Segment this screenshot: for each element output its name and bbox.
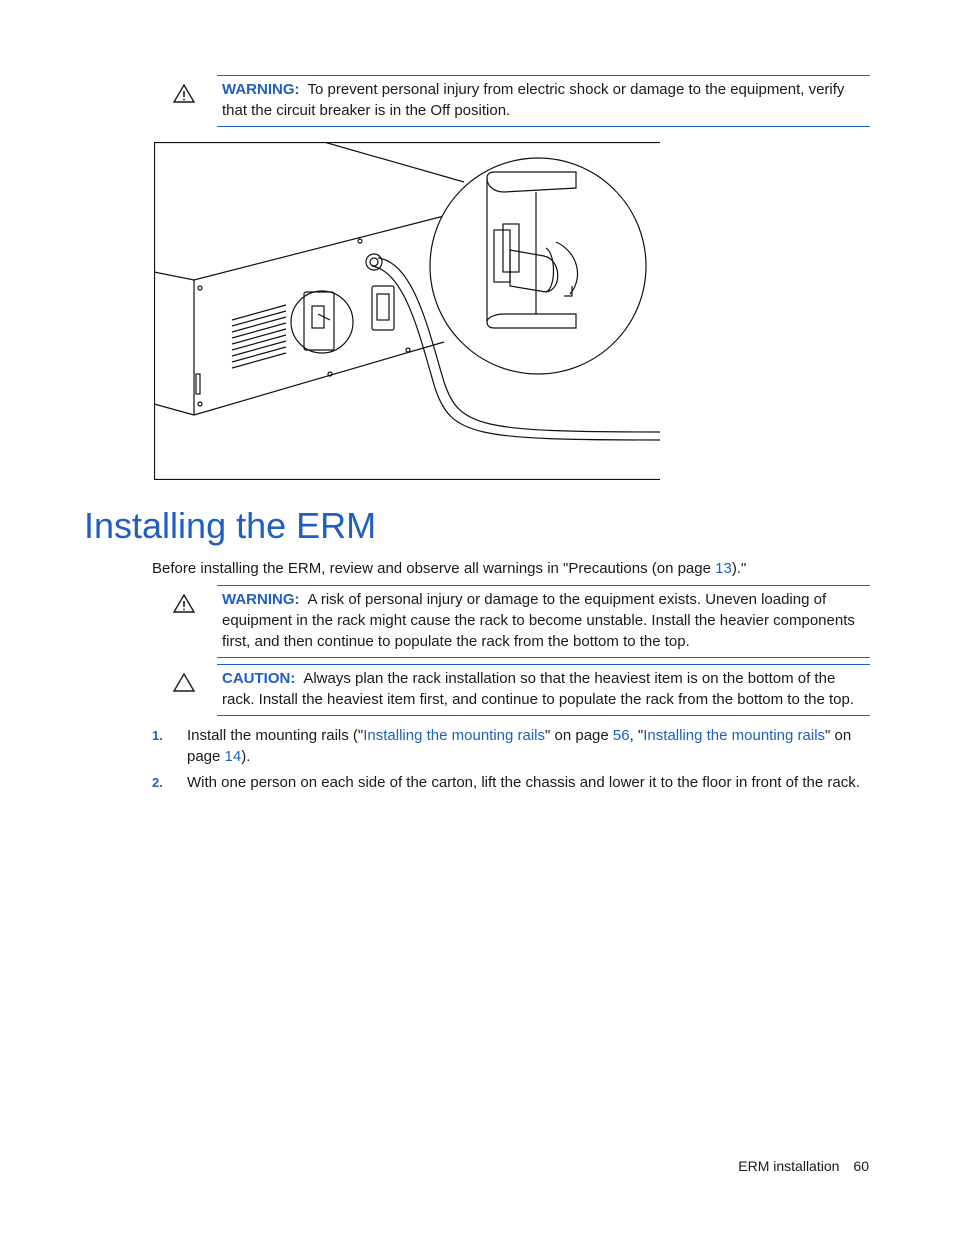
caution-notice [217, 664, 870, 716]
step-text-part: , " [629, 727, 644, 744]
warning-notice-rack-loading [217, 585, 870, 658]
mounting-rails-link[interactable]: Installing the mounting rails [643, 727, 826, 744]
step-text: With one person on each side of the carton, lift the chassis and lower it to the floor in front of the rack. [187, 774, 860, 791]
warning-notice-breaker [217, 75, 870, 127]
warning-triangle-icon [172, 592, 196, 614]
list-item [152, 772, 870, 793]
page-footer [738, 1158, 869, 1174]
warning-triangle-icon [172, 82, 196, 104]
page-number: 60 [853, 1158, 869, 1174]
footer-section: ERM installation [738, 1158, 840, 1174]
page-14-link[interactable]: 14 [224, 748, 242, 765]
warning-text: To prevent personal injury from electric shock or damage to the equipment, verify that the circuit breaker is in the Off position. [222, 81, 845, 119]
warning-label: WARNING: [222, 81, 300, 98]
caution-label: CAUTION: [222, 670, 296, 687]
intro-text-after: )." [731, 560, 747, 577]
step-text-part: ). [241, 748, 251, 765]
warning-label: WARNING: [222, 591, 300, 608]
caution-text: Always plan the rack installation so that the heaviest item is on the bottom of the rack. Install the heaviest item first, and continue to populate the rack from the bottom to the top. [222, 670, 855, 708]
step-text-part: Install the mounting rails (" [187, 727, 364, 744]
list-item [152, 725, 870, 767]
circuit-breaker-figure [154, 142, 660, 480]
intro-paragraph [152, 558, 872, 579]
caution-triangle-icon [172, 671, 196, 693]
precautions-page-link[interactable]: 13 [715, 560, 732, 577]
step-number: 2. [152, 775, 163, 790]
step-text [187, 725, 870, 767]
intro-text-before: Before installing the ERM, review and observe all warnings in "Precautions (on page [152, 560, 716, 577]
mounting-rails-link[interactable]: Installing the mounting rails [363, 727, 546, 744]
step-number: 1. [152, 728, 163, 743]
section-title: Installing the ERM [84, 505, 377, 546]
step-text-part: " on page [545, 727, 613, 744]
page-56-link[interactable]: 56 [612, 727, 630, 744]
warning-text: A risk of personal injury or damage to the equipment exists. Uneven loading of equipment in the rack might cause the rack to become unstable. Install the heavier components first, and then continue to populate the rack from the bottom to the top. [222, 591, 855, 650]
step-text-part: " on page [187, 727, 852, 765]
